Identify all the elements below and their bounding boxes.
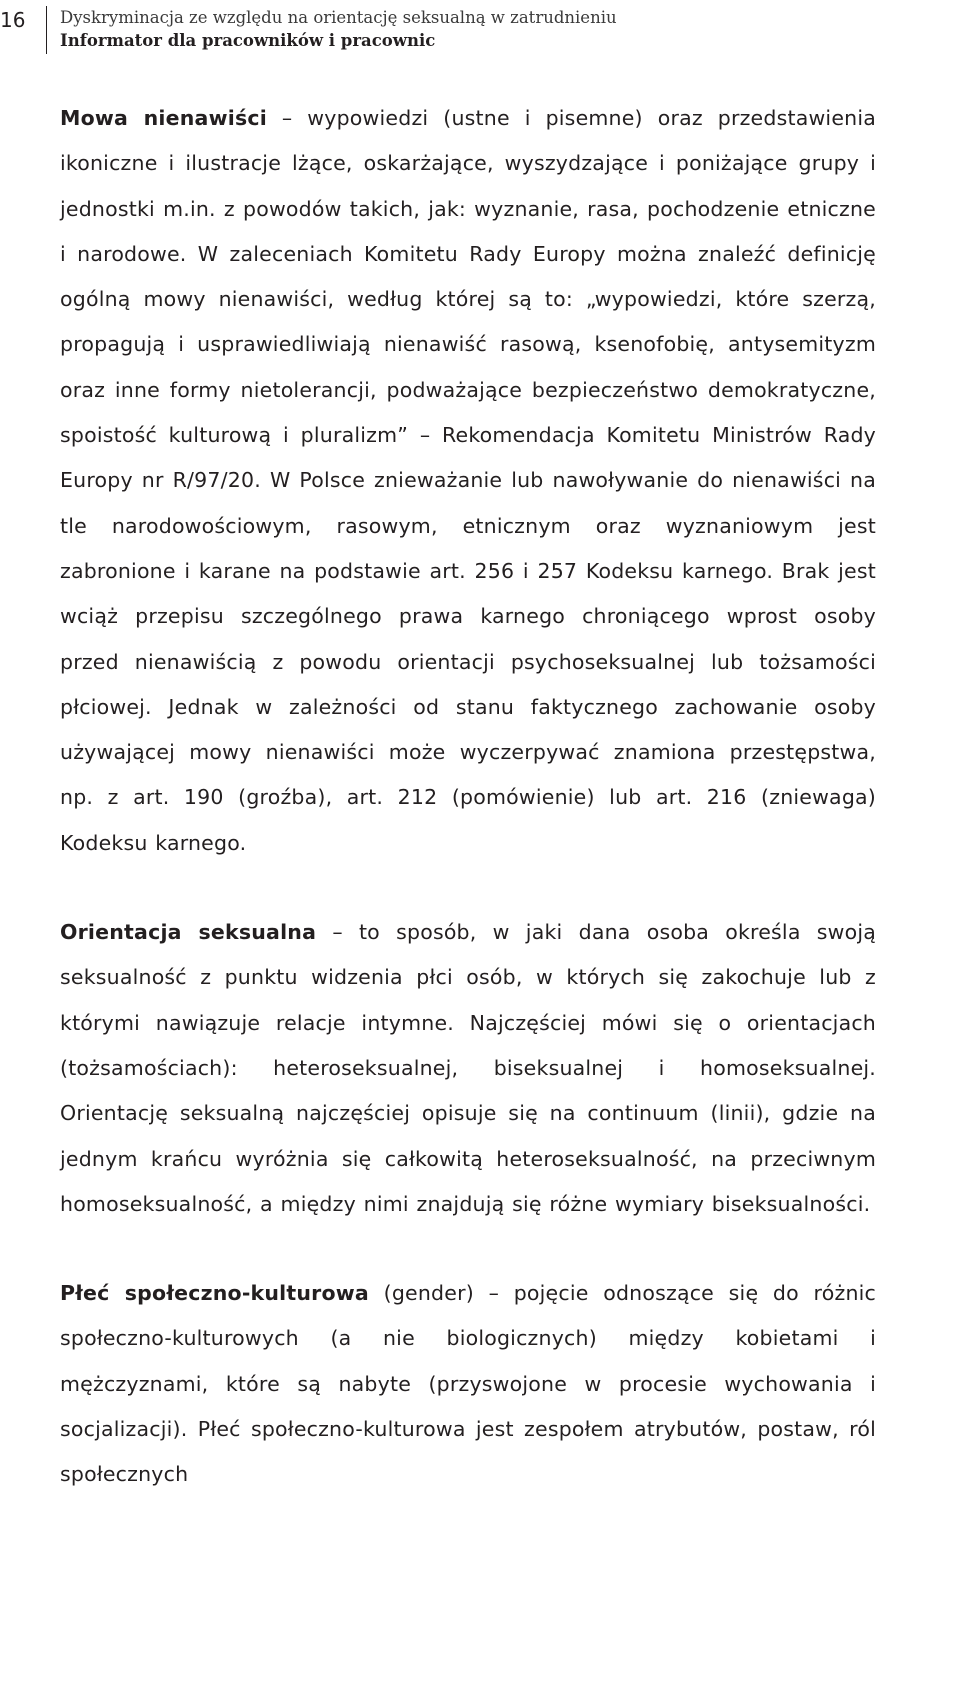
- page-number: 16: [0, 8, 26, 32]
- definition-body: – wypowiedzi (ustne i pisemne) oraz przedstawienia ikoniczne i ilustracje lżące, oskarżające, wyszydzające i poniżające grupy i jednostki m.in. z powodów takich, jak: wyznanie, rasa, pochodzenie etniczne i narodowe. W zaleceniach Komitetu Rady Europy można znaleźć definicję ogólną mowy nienawiści, według której są to: „wypowiedzi, które szerzą, propagują i usprawiedliwiają nienawiść rasową, ksenofobię, antysemityzm oraz inne formy nietolerancji, podważające bezpieczeństwo demokratyczne, spoistość kulturową i pluralizm” – Rekomendacja Komitetu Ministrów Rady Europy nr R/97/20. W Polsce znieważanie lub nawoływanie do nienawiści na tle narodowościowym, rasowym, etnicznym oraz wyznaniowym jest zabronione i karane na podstawie art. 256 i 257 Kodeksu karnego. Brak jest wciąż przepisu szczególnego prawa karnego chroniącego wprost osoby przed nienawiścią z powodu orientacji psychoseksualnej lub tożsamości płciowej. Jednak w zależności od stanu faktycznego zachowanie osoby używającej mowy nienawiści może wyczerpywać znamiona przestępstwa, np. z art. 190 (groźba), art. 212 (pomówienie) lub art. 216 (zniewaga) Kodeksu karnego.: [60, 106, 876, 855]
- header-divider: [46, 6, 47, 54]
- definition-hate-speech: [60, 96, 876, 866]
- definition-gender: [60, 1271, 876, 1497]
- running-header-title: Dyskryminacja ze względu na orientację seksualną w zatrudnieniu: [60, 8, 617, 27]
- page-content: [60, 96, 876, 1498]
- definition-sexual-orientation: [60, 910, 876, 1227]
- running-header: [60, 6, 617, 52]
- page-header: [0, 0, 960, 60]
- definition-body: – to sposób, w jaki dana osoba określa swoją seksualność z punktu widzenia płci osób, w których się zakochuje lub z którymi nawiązuje relacje intymne. Najczęściej mówi się o orientacjach (tożsamościach): heteroseksualnej, biseksualnej i homoseksualnej. Orientację seksualną najczęściej opisuje się na continuum (linii), gdzie na jednym krańcu wyróżnia się całkowitą heteroseksualność, na przeciwnym homoseksualność, a między nimi znajdują się różne wymiary biseksualności.: [60, 920, 877, 1216]
- definition-body: (gender) – pojęcie odnoszące się do różnic społeczno-kulturowych (a nie biologicznych) między kobietami i mężczyznami, które są nabyte (przyswojone w procesie wychowania i socjalizacji). Płeć społeczno-kulturowa jest zespołem atrybutów, postaw, ról społecznych: [60, 1281, 876, 1487]
- definition-term: Płeć społeczno-kulturowa: [60, 1281, 369, 1306]
- definition-term: Mowa nienawiści: [60, 106, 267, 130]
- definition-term: Orientacja seksualna: [60, 920, 317, 945]
- running-header-subtitle: Informator dla pracowników i pracownic: [60, 31, 436, 50]
